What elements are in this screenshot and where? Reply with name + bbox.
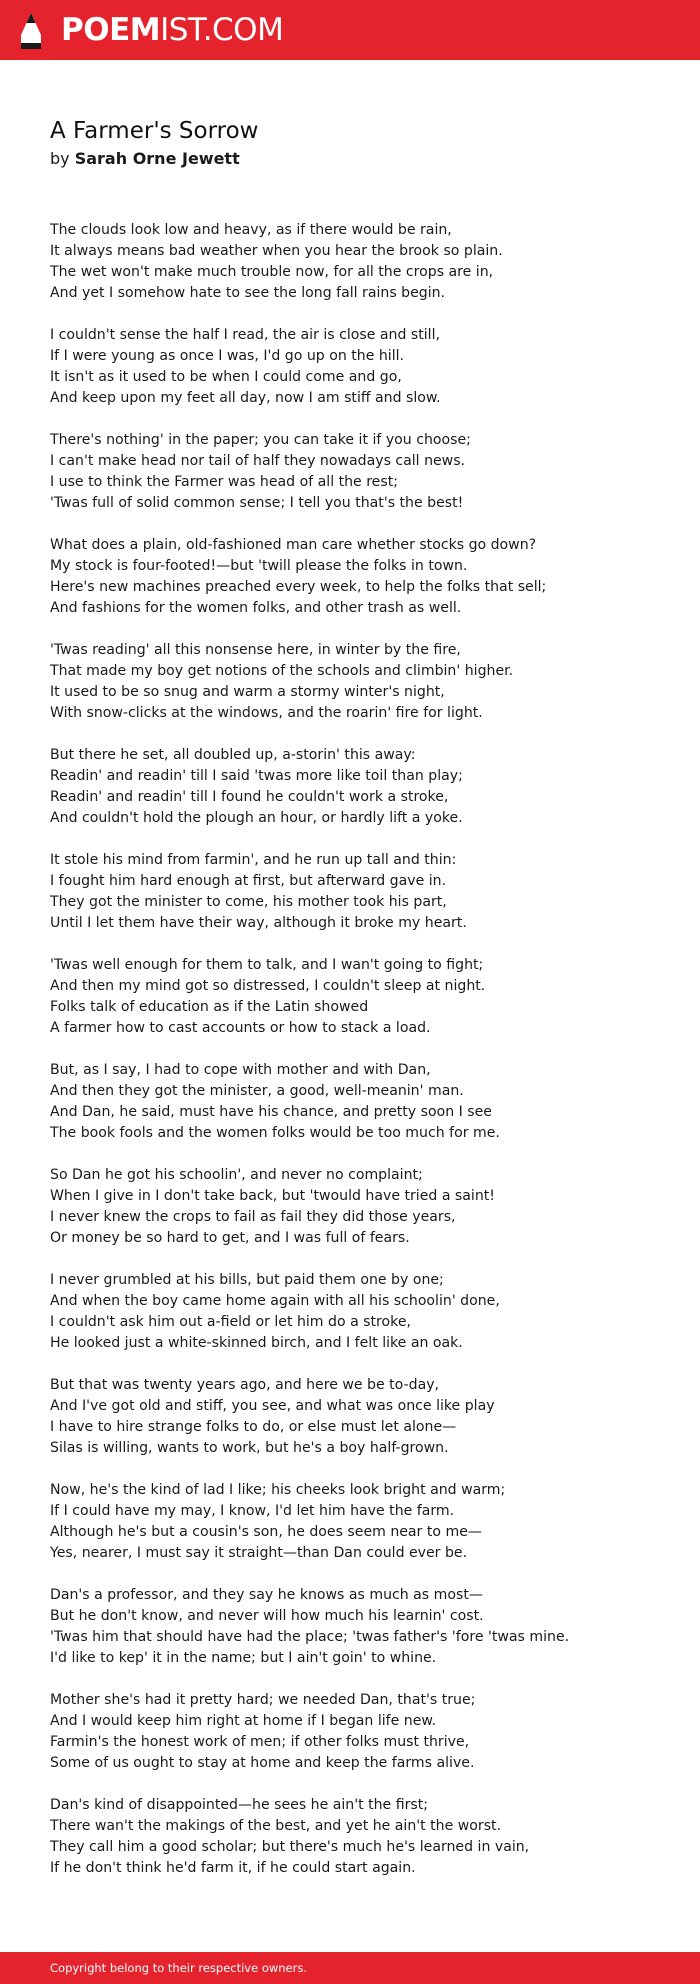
site-logo[interactable] — [61, 11, 283, 49]
poem-line: I use to think the Farmer was head of all the rest; — [50, 474, 398, 490]
author-name[interactable]: Sarah Orne Jewett — [74, 149, 240, 168]
poem-body — [50, 220, 670, 1900]
poem-line: But he don't know, and never will how much his learnin' cost. — [50, 1608, 484, 1624]
poem-stanza — [50, 535, 670, 619]
poem-line: And then my mind got so distressed, I couldn't sleep at night. — [50, 978, 486, 994]
poem-line: Now, he's the kind of lad I like; his cheeks look bright and warm; — [50, 1482, 506, 1498]
poem-line: Readin' and readin' till I found he couldn't work a stroke, — [50, 789, 449, 805]
poem-line: But, as I say, I had to cope with mother and with Dan, — [50, 1062, 431, 1078]
poem-line: I never knew the crops to fail as fail they did those years, — [50, 1209, 456, 1225]
poem-line: Folks talk of education as if the Latin showed — [50, 999, 369, 1015]
poem-line: My stock is four-footed!—but 'twill please the folks in town. — [50, 558, 468, 574]
poem-line: And keep upon my feet all day, now I am stiff and slow. — [50, 390, 441, 406]
poem-line: If I could have my may, I know, I'd let him have the farm. — [50, 1503, 455, 1519]
poem-line: Silas is willing, wants to work, but he's a boy half-grown. — [50, 1440, 449, 1456]
poem-line: Yes, nearer, I must say it straight—than Dan could ever be. — [50, 1545, 468, 1561]
byline-prefix: by — [50, 149, 70, 168]
poem-line: They call him a good scholar; but there's much he's learned in vain, — [50, 1839, 530, 1855]
poem-line: The clouds look low and heavy, as if there would be rain, — [50, 222, 452, 238]
poem-line: And I would keep him right at home if I began life new. — [50, 1713, 437, 1729]
poem-line: So Dan he got his schoolin', and never no complaint; — [50, 1167, 423, 1183]
poem-line: And Dan, he said, must have his chance, and pretty soon I see — [50, 1104, 492, 1120]
poem-line: And I've got old and stiff, you see, and what was once like play — [50, 1398, 495, 1414]
poem-stanza — [50, 640, 670, 724]
poem-line: I have to hire strange folks to do, or else must let alone— — [50, 1419, 457, 1435]
poem-line: Although he's but a cousin's son, he does seem near to me— — [50, 1524, 482, 1540]
poem-line: And then they got the minister, a good, well-meanin' man. — [50, 1083, 464, 1099]
poem-line: Mother she's had it pretty hard; we needed Dan, that's true; — [50, 1692, 476, 1708]
poem-stanza — [50, 1375, 670, 1459]
poem-line: With snow-clicks at the windows, and the roarin' fire for light. — [50, 705, 483, 721]
poem-stanza — [50, 430, 670, 514]
logo-text-bold: POEM — [61, 12, 161, 48]
poem-line: Until I let them have their way, although it broke my heart. — [50, 915, 467, 931]
site-header — [0, 0, 700, 60]
poem-line: If he don't think he'd farm it, if he could start again. — [50, 1860, 416, 1876]
poem-line: That made my boy get notions of the schools and climbin' higher. — [50, 663, 514, 679]
poem-line: 'Twas him that should have had the place; 'twas father's 'fore 'twas mine. — [50, 1629, 570, 1645]
poem-line: A farmer how to cast accounts or how to stack a load. — [50, 1020, 431, 1036]
poem-line: 'Twas reading' all this nonsense here, in winter by the fire, — [50, 642, 461, 658]
site-footer — [0, 1952, 700, 1984]
pencil-tip-icon[interactable] — [19, 12, 43, 52]
poem-line: Readin' and readin' till I said 'twas more like toil than play; — [50, 768, 463, 784]
poem-line: Here's new machines preached every week, to help the folks that sell; — [50, 579, 547, 595]
copyright-notice: Copyright belong to their respective owners. — [50, 1961, 308, 1975]
poem-line: They got the minister to come, his mother took his part, — [50, 894, 447, 910]
poem-line: But that was twenty years ago, and here we be to-day, — [50, 1377, 440, 1393]
poem-line: There wan't the makings of the best, and yet he ain't the worst. — [50, 1818, 502, 1834]
poem-line: Or money be so hard to get, and I was full of fears. — [50, 1230, 410, 1246]
poem-stanza — [50, 1795, 670, 1879]
poem-stanza — [50, 1270, 670, 1354]
poem-line: There's nothing' in the paper; you can take it if you choose; — [50, 432, 471, 448]
poem-line: And yet I somehow hate to see the long fall rains begin. — [50, 285, 446, 301]
poem-line: And couldn't hold the plough an hour, or hardly lift a yoke. — [50, 810, 463, 826]
poem-stanza — [50, 955, 670, 1039]
poem-stanza — [50, 325, 670, 409]
poem-line: What does a plain, old-fashioned man care whether stocks go down? — [50, 537, 537, 553]
poem-stanza — [50, 1060, 670, 1144]
poem-stanza — [50, 1165, 670, 1249]
poem-line: I couldn't ask him out a-field or let him do a stroke, — [50, 1314, 411, 1330]
poem-line: 'Twas well enough for them to talk, and I wan't going to fight; — [50, 957, 484, 973]
poem-byline — [50, 148, 240, 170]
poem-line: I couldn't sense the half I read, the air is close and still, — [50, 327, 440, 343]
poem-line: 'Twas full of solid common sense; I tell you that's the best! — [50, 495, 464, 511]
poem-line: It always means bad weather when you hear the brook so plain. — [50, 243, 503, 259]
poem-line: I fought him hard enough at first, but afterward gave in. — [50, 873, 447, 889]
logo-text-light: IST.COM — [160, 12, 284, 48]
poem-line: Dan's a professor, and they say he knows as much as most— — [50, 1587, 483, 1603]
poem-line: I never grumbled at his bills, but paid them one by one; — [50, 1272, 444, 1288]
poem-line: But there he set, all doubled up, a-storin' this away: — [50, 747, 416, 763]
poem-line: If I were young as once I was, I'd go up on the hill. — [50, 348, 405, 364]
poem-line: Some of us ought to stay at home and keep the farms alive. — [50, 1755, 475, 1771]
poem-line: It used to be so snug and warm a stormy winter's night, — [50, 684, 445, 700]
poem-stanza — [50, 1690, 670, 1774]
poem-stanza — [50, 745, 670, 829]
poem-line: I can't make head nor tail of half they nowadays call news. — [50, 453, 466, 469]
poem-line: The wet won't make much trouble now, for all the crops are in, — [50, 264, 494, 280]
poem-line: It stole his mind from farmin', and he run up tall and thin: — [50, 852, 457, 868]
poem-line: It isn't as it used to be when I could come and go, — [50, 369, 402, 385]
poem-line: Farmin's the honest work of men; if other folks must thrive, — [50, 1734, 470, 1750]
poem-line: When I give in I don't take back, but 'twould have tried a saint! — [50, 1188, 495, 1204]
poem-title: A Farmer's Sorrow — [50, 118, 259, 144]
poem-line: The book fools and the women folks would be too much for me. — [50, 1125, 500, 1141]
poem-stanza — [50, 850, 670, 934]
poem-line: Dan's kind of disappointed—he sees he ain't the first; — [50, 1797, 428, 1813]
poem-line: He looked just a white-skinned birch, and I felt like an oak. — [50, 1335, 463, 1351]
poem-line: And fashions for the women folks, and other trash as well. — [50, 600, 462, 616]
poem-line: I'd like to kep' it in the name; but I ain't goin' to whine. — [50, 1650, 437, 1666]
poem-stanza — [50, 1585, 670, 1669]
poem-stanza — [50, 1480, 670, 1564]
poem-stanza — [50, 220, 670, 304]
poem-line: And when the boy came home again with all his schoolin' done, — [50, 1293, 500, 1309]
